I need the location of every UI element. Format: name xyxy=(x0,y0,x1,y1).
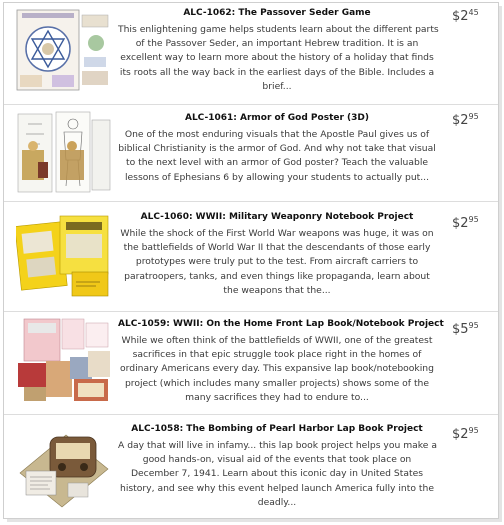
frame-shadow xyxy=(499,6,502,521)
pearl-harbor-lapbook-image[interactable] xyxy=(16,421,112,509)
product-price: $\$2^{95}$ xyxy=(452,215,479,231)
product-description: While the shock of the First World War weapons was huge, it was on the battlefields of World War II that the descendants of those early prototypes were truly put to the test. From aircraft carriers to paratroopers, tanks, and even things like propaganda, learn about the weapons that the... xyxy=(120,228,434,296)
military-weaponry-notebook-image[interactable] xyxy=(16,212,112,300)
product-description: One of the most enduring visuals that the Apostle Paul gives us of biblical Christianity is the armor of God. And why not take that visual to the next level with an armor of God poster? Teach the valuable lessons of Ephesians 6 by allowing your students to actually put... xyxy=(118,129,436,183)
product-text xyxy=(118,211,436,298)
product-item xyxy=(4,312,498,415)
product-title[interactable]: ALC-1062: The Passover Seder Game xyxy=(183,8,371,18)
home-front-lapbook-image[interactable] xyxy=(16,317,112,405)
product-item xyxy=(4,202,498,312)
passover-seder-game-image[interactable] xyxy=(16,9,112,97)
product-item xyxy=(4,105,498,202)
product-text xyxy=(118,423,436,510)
product-text xyxy=(118,112,436,185)
product-title[interactable]: ALC-1059: WWII: On the Home Front Lap Book/Notebook Project xyxy=(118,319,444,329)
product-description: This enlightening game helps students learn about the different parts of the Passover Seder, an important Hebrew tradition. It is an excellent way to learn more about the history of a holiday that finds its roots all the way back in the earliest days of the Bible. Includes a brief... xyxy=(118,24,439,92)
product-description: While we often think of the battlefields of WWII, one of the greatest sacrifices in that epic struggle took place right in the homes of ordinary Americans every day. This expansive lap book/notebooking project (which includes many smaller projects) shows some of the many sacrifices they had to endure to... xyxy=(120,335,434,403)
product-title[interactable]: ALC-1058: The Bombing of Pearl Harbor Lap Book Project xyxy=(131,424,423,434)
product-list xyxy=(4,3,498,518)
product-price: $\$2^{95}$ xyxy=(452,426,479,442)
product-text xyxy=(118,7,439,94)
product-price: $\$2^{95}$ xyxy=(452,112,479,128)
product-title[interactable]: ALC-1060: WWII: Military Weaponry Notebook Project xyxy=(140,212,414,222)
frame-shadow xyxy=(7,519,502,522)
armor-of-god-poster-image[interactable] xyxy=(16,110,112,198)
product-price: $\$5^{95}$ xyxy=(452,321,479,337)
product-title[interactable]: ALC-1061: Armor of God Poster (3D) xyxy=(184,113,370,123)
product-item xyxy=(4,415,498,518)
product-item xyxy=(4,3,498,105)
product-price: $\$2^{45}$ xyxy=(452,8,479,24)
product-description: A day that will live in infamy... this lap book project helps you make a good hands-on, visual aid of the events that took place on December 7, 1941. Learn about this iconic day in United States history, and see why this event helped launch America fully into the deadly... xyxy=(118,440,437,508)
product-text xyxy=(118,318,444,405)
